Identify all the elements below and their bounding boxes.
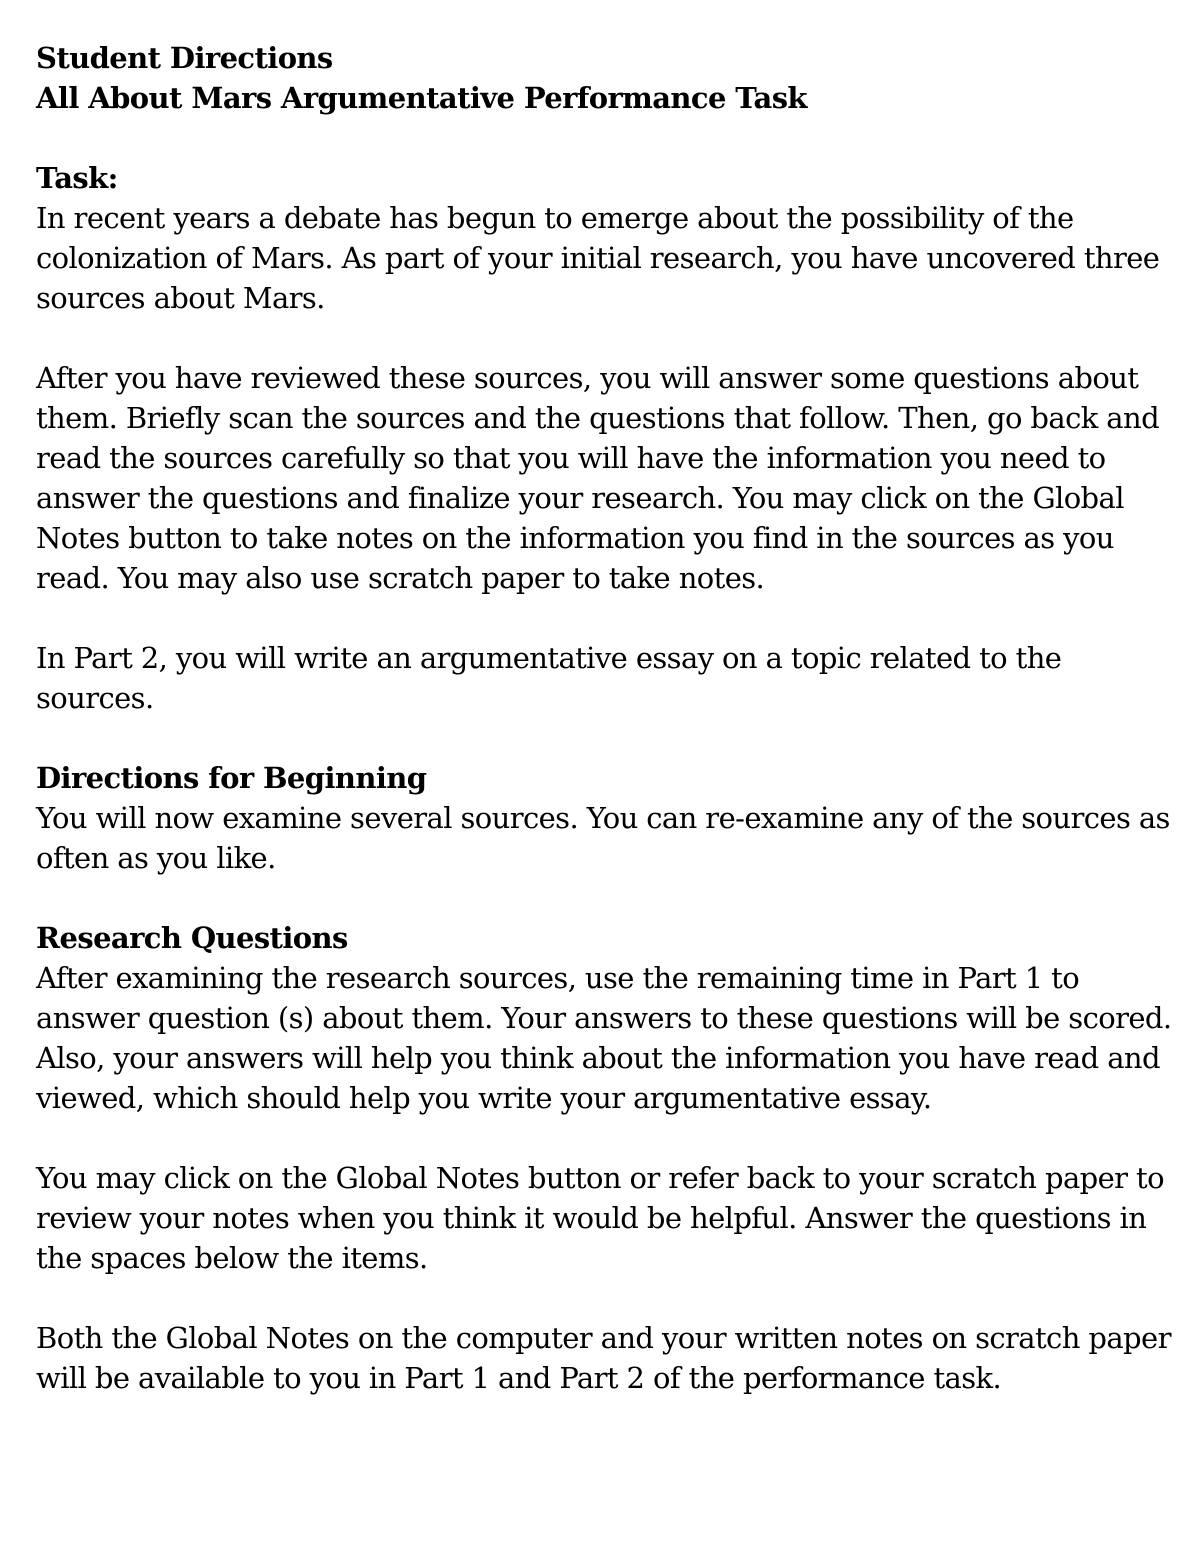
title-line-1: Student Directions [36, 41, 333, 75]
research-paragraph-2: You may click on the Global Notes button or refer back to your scratch paper to review your notes when you think it would be helpful. Answer the questions in the spaces below the items. [36, 1161, 1164, 1275]
spacer [36, 878, 1172, 918]
task-paragraph-3: In Part 2, you will write an argumentative essay on a topic related to the sources. [36, 641, 1062, 715]
task-paragraph-1: In recent years a debate has begun to emerge about the possibility of the colonization of Mars. As part of your initial research, you have uncovered three sources about Mars. [36, 201, 1160, 315]
spacer [36, 718, 1172, 758]
spacer [36, 118, 1172, 158]
directions-heading: Directions for Beginning [36, 761, 427, 795]
task-paragraph-2: After you have reviewed these sources, you will answer some questions about them. Briefly scan the sources and the questions that follow. Then, go back and read the sources carefully so that you will have the information you need to answer the questions and finalize your research. You may click on the Global Notes button to take notes on the information you find in the sources as you read. You may also use scratch paper to take notes. [36, 361, 1160, 595]
spacer [36, 318, 1172, 358]
task-heading: Task: [36, 161, 118, 195]
title-line-2: All About Mars Argumentative Performance Task [36, 81, 807, 115]
spacer [36, 1278, 1172, 1318]
spacer [36, 598, 1172, 638]
directions-paragraph-1: You will now examine several sources. You can re-examine any of the sources as often as you like. [36, 801, 1170, 875]
research-heading: Research Questions [36, 921, 348, 955]
spacer [36, 1118, 1172, 1158]
research-paragraph-3: Both the Global Notes on the computer and your written notes on scratch paper will be available to you in Part 1 and Part 2 of the performance task. [36, 1321, 1171, 1395]
document-page [36, 38, 1172, 1398]
research-paragraph-1: After examining the research sources, use the remaining time in Part 1 to answer question (s) about them. Your answers to these questions will be scored. Also, your answers will help you think about the information you have read and viewed, which should help you write your argumentative essay. [36, 961, 1172, 1115]
